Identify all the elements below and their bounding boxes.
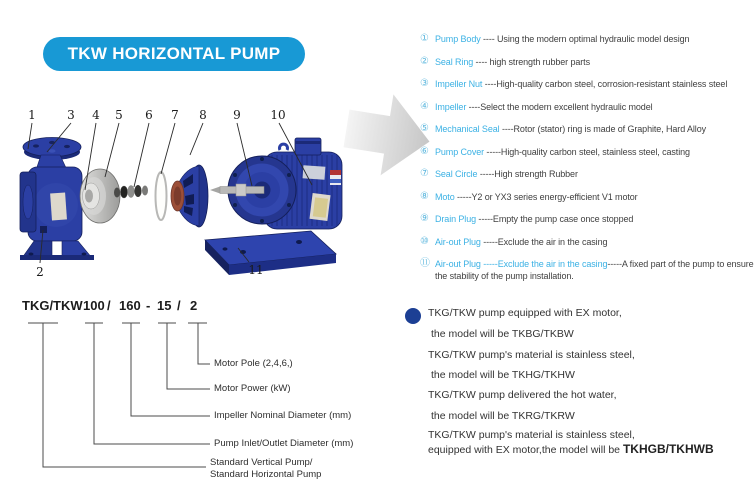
parts-list-text bbox=[435, 191, 638, 203]
parts-list-text bbox=[435, 213, 633, 225]
label-standard-line2: Standard Horizontal Pump bbox=[210, 468, 322, 480]
part-term: Seal Ring bbox=[435, 56, 474, 67]
label-standard-line1: Standard Vertical Pump/ bbox=[210, 457, 313, 468]
page-title: TKW HORIZONTAL PUMP bbox=[67, 44, 281, 63]
callout-number: 3 bbox=[67, 108, 75, 122]
parts-list-text bbox=[435, 258, 754, 282]
parts-list-text bbox=[435, 123, 706, 135]
variant-line: TKG/TKW pump delivered the hot water, bbox=[428, 389, 617, 401]
callout-number: 1 bbox=[28, 108, 36, 122]
parts-list-text bbox=[435, 101, 653, 113]
parts-list-text bbox=[435, 33, 689, 45]
parts-list-item bbox=[420, 168, 754, 180]
variant-line: the model will be TKRG/TKRW bbox=[431, 410, 575, 422]
part-desc: ---- high strength rubber parts bbox=[473, 56, 590, 67]
label-motor-power: Motor Power (kW) bbox=[214, 383, 291, 394]
motor-flange-shaft-part bbox=[210, 156, 296, 224]
parts-list-text bbox=[435, 146, 690, 158]
part-desc: -----A fixed part of the pump to ensure the stability of the pump installation. bbox=[435, 259, 754, 281]
model-code-separator: / bbox=[177, 298, 181, 313]
title-banner bbox=[43, 37, 305, 71]
part-desc: -----High strength Rubber bbox=[477, 169, 578, 179]
circled-number: ⑥ bbox=[420, 145, 429, 157]
seal-circle-part bbox=[156, 172, 167, 220]
circled-number: ⑩ bbox=[420, 235, 429, 247]
part-term: Seal Circle bbox=[435, 169, 478, 179]
part-term: Pump Body bbox=[435, 34, 481, 44]
circled-number: ⑤ bbox=[420, 123, 429, 134]
callout-number: 6 bbox=[145, 108, 153, 122]
part-term: Pump Cover bbox=[435, 146, 485, 157]
impeller-part bbox=[80, 169, 120, 223]
part-desc: -----Exclude the air in the casing bbox=[480, 236, 608, 247]
part-desc: ---- Using the modern optimal hydraulic model design bbox=[480, 34, 690, 44]
label-inlet-outlet: Pump Inlet/Outlet Diameter (mm) bbox=[214, 438, 354, 449]
callout-number: 11 bbox=[248, 263, 264, 277]
circled-number: ③ bbox=[420, 78, 429, 89]
model-code-inlet-outlet: 100 bbox=[83, 298, 105, 313]
label-impeller-dia: Impeller Nominal Diameter (mm) bbox=[214, 410, 352, 421]
parts-list bbox=[420, 33, 754, 293]
part-desc: -----High-quality carbon steel, stainless steel, casting bbox=[484, 146, 690, 157]
model-code-motor-power: 15 bbox=[157, 298, 172, 313]
parts-list-item bbox=[420, 101, 754, 113]
label-standard-pump bbox=[210, 457, 321, 480]
circled-number: ④ bbox=[420, 100, 429, 112]
part-desc: ----Rotor (stator) ring is made of Graphite, Hard Alloy bbox=[499, 124, 707, 134]
model-code-series: TKG/TKW bbox=[22, 298, 83, 313]
part-desc: -----Y2 or YX3 series energy-efficient V1 motor bbox=[454, 191, 638, 202]
part-term: Air-out Plug -----Exclude the air in the casing bbox=[435, 259, 608, 269]
part-term: Impeller bbox=[435, 101, 467, 112]
parts-list-item bbox=[420, 213, 754, 225]
callout-number: 9 bbox=[233, 108, 241, 122]
part-term: Moto bbox=[435, 191, 455, 202]
callout-number: 2 bbox=[36, 265, 44, 279]
model-code-impeller-dia: 160 bbox=[119, 298, 141, 313]
label-motor-pole: Motor Pole (2,4,6,) bbox=[214, 358, 293, 369]
parts-list-item bbox=[420, 56, 754, 68]
bullet-icon bbox=[405, 308, 421, 324]
variant-line bbox=[428, 442, 714, 456]
parts-list-item bbox=[420, 78, 754, 90]
parts-list-item bbox=[420, 33, 754, 45]
circled-number: ⑦ bbox=[420, 168, 429, 179]
part-desc: ----Select the modern excellent hydraulic model bbox=[466, 101, 653, 112]
parts-list-item bbox=[420, 146, 754, 158]
pump-exploded-diagram bbox=[0, 85, 440, 293]
parts-list-item bbox=[420, 123, 754, 135]
part-desc: -----Empty the pump case once stopped bbox=[476, 214, 634, 224]
callout-number: 7 bbox=[171, 108, 179, 122]
model-code-motor-pole: 2 bbox=[190, 298, 198, 313]
pump-cover-part bbox=[171, 165, 208, 227]
variant-model-bold: TKHGB/TKHWB bbox=[622, 442, 714, 456]
variant-line: the model will be TKHG/TKHW bbox=[431, 369, 575, 381]
model-code-separator: / bbox=[107, 298, 111, 313]
variant-line: TKG/TKW pump's material is stainless steel, bbox=[428, 349, 635, 361]
parts-list-item bbox=[420, 236, 754, 248]
part-term: Drain Plug bbox=[435, 214, 477, 224]
circled-number: ② bbox=[420, 55, 429, 67]
part-term: Impeller Nut bbox=[435, 79, 483, 89]
parts-list-item bbox=[420, 258, 754, 282]
base-plate-part bbox=[205, 231, 336, 275]
circled-number: ⑨ bbox=[420, 213, 429, 224]
parts-list-text bbox=[435, 56, 590, 68]
part-term: Air-out Plug bbox=[435, 236, 481, 247]
variant-line: the model will be TKBG/TKBW bbox=[431, 328, 574, 340]
part-term: Mechanical Seal bbox=[435, 124, 500, 134]
variant-line: TKG/TKW pump equipped with EX motor, bbox=[428, 307, 622, 319]
parts-list-text bbox=[435, 168, 578, 180]
variant-line-prefix: equipped with EX motor,the model will be bbox=[428, 444, 623, 456]
variant-line: TKG/TKW pump's material is stainless steel, bbox=[428, 429, 635, 441]
parts-list-item bbox=[420, 191, 754, 203]
circled-number: ⑪ bbox=[420, 258, 430, 269]
circled-number: ① bbox=[420, 33, 429, 44]
model-code-separator: - bbox=[146, 298, 151, 313]
callout-number: 5 bbox=[115, 108, 123, 122]
circled-number: ⑧ bbox=[420, 190, 429, 202]
callout-number: 8 bbox=[199, 108, 207, 122]
callout-number: 10 bbox=[270, 108, 286, 122]
parts-list-text bbox=[435, 78, 727, 90]
callout-number: 4 bbox=[92, 108, 100, 122]
parts-list-text bbox=[435, 236, 607, 248]
part-desc: ----High-quality carbon steel, corrosion-resistant stainless steel bbox=[482, 79, 728, 89]
